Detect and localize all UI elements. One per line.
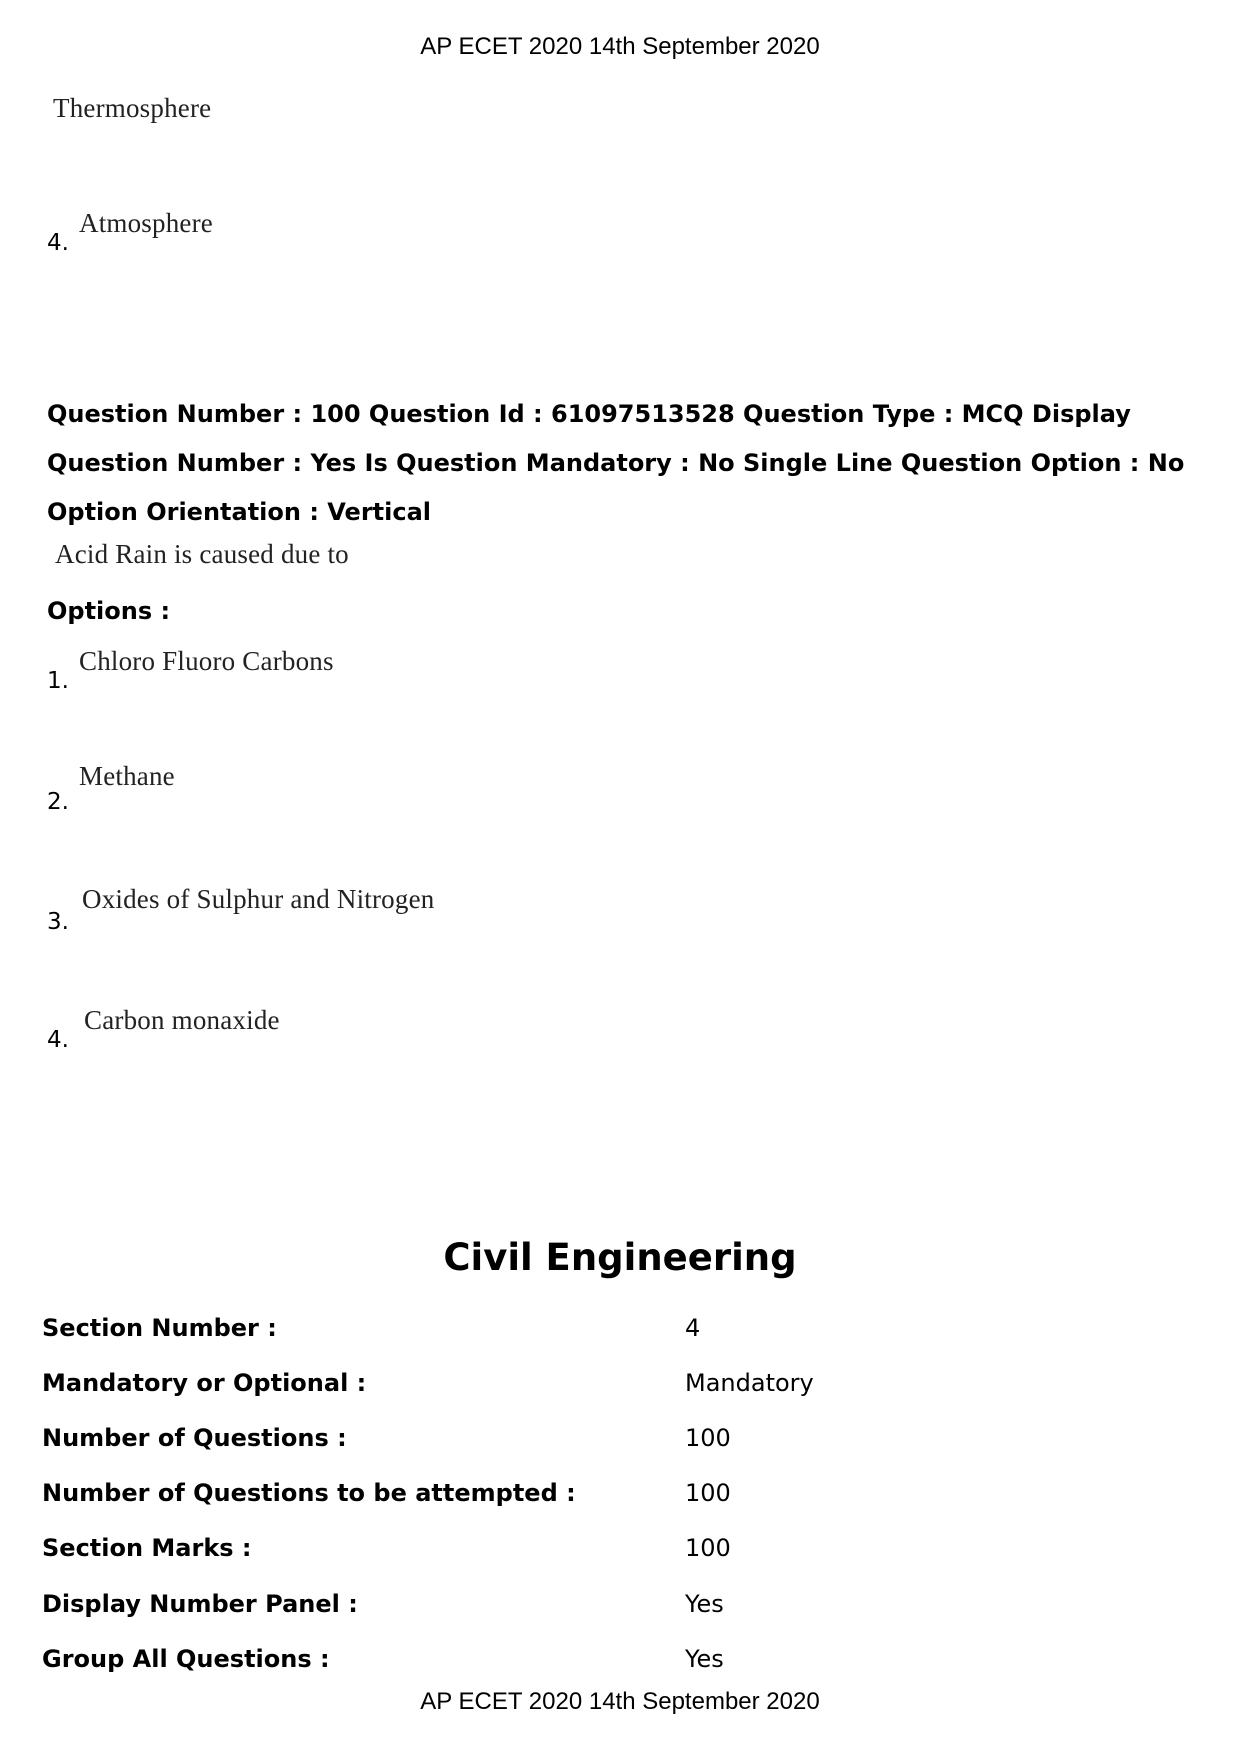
section-number-value: 4 bbox=[685, 1314, 701, 1342]
option-2-number: 2. bbox=[47, 789, 69, 815]
section-number-row bbox=[42, 1308, 1192, 1348]
section-marks-value: 100 bbox=[685, 1534, 731, 1562]
section-title: Civil Engineering bbox=[443, 1236, 797, 1279]
page-header: AP ECET 2020 14th September 2020 bbox=[420, 33, 820, 60]
option-2-text: Methane bbox=[79, 761, 175, 791]
mandatory-label: Mandatory or Optional : bbox=[42, 1369, 367, 1397]
section-marks-label: Section Marks : bbox=[42, 1534, 252, 1562]
page-footer: AP ECET 2020 14th September 2020 bbox=[420, 1688, 820, 1715]
section-marks-row bbox=[42, 1528, 1192, 1568]
num-questions-value: 100 bbox=[685, 1424, 731, 1452]
mandatory-value: Mandatory bbox=[685, 1369, 814, 1397]
num-attempted-value: 100 bbox=[685, 1479, 731, 1507]
group-all-row bbox=[42, 1639, 1192, 1679]
option-1-text: Chloro Fluoro Carbons bbox=[79, 646, 334, 676]
num-attempted-row bbox=[42, 1473, 1192, 1513]
display-panel-label: Display Number Panel : bbox=[42, 1590, 358, 1618]
group-all-value: Yes bbox=[685, 1645, 724, 1673]
question-meta: Question Number : 100 Question Id : 61097513528 Question Type : MCQ Display Question Number : Yes Is Question Mandatory : No Single Line Question Option : No Option Orientation : Vertical bbox=[47, 400, 1185, 526]
mandatory-row bbox=[42, 1363, 1192, 1403]
display-panel-row bbox=[42, 1584, 1192, 1624]
num-questions-label: Number of Questions : bbox=[42, 1424, 347, 1452]
num-attempted-label: Number of Questions to be attempted : bbox=[42, 1479, 576, 1507]
option-1-number: 1. bbox=[47, 668, 69, 694]
prev-option-4-text: Atmosphere bbox=[79, 208, 213, 238]
option-4-number: 4. bbox=[47, 1027, 69, 1053]
option-3-text: Oxides of Sulphur and Nitrogen bbox=[82, 884, 435, 914]
prev-option-4-number: 4. bbox=[47, 230, 69, 256]
section-number-label: Section Number : bbox=[42, 1314, 277, 1342]
display-panel-value: Yes bbox=[685, 1590, 724, 1618]
num-questions-row bbox=[42, 1418, 1192, 1458]
option-3-number: 3. bbox=[47, 909, 69, 935]
group-all-label: Group All Questions : bbox=[42, 1645, 330, 1673]
option-4-text: Carbon monaxide bbox=[84, 1005, 280, 1035]
options-label: Options : bbox=[47, 597, 171, 625]
prev-option-3-text: Thermosphere bbox=[53, 93, 212, 123]
question-text: Acid Rain is caused due to bbox=[55, 539, 349, 569]
